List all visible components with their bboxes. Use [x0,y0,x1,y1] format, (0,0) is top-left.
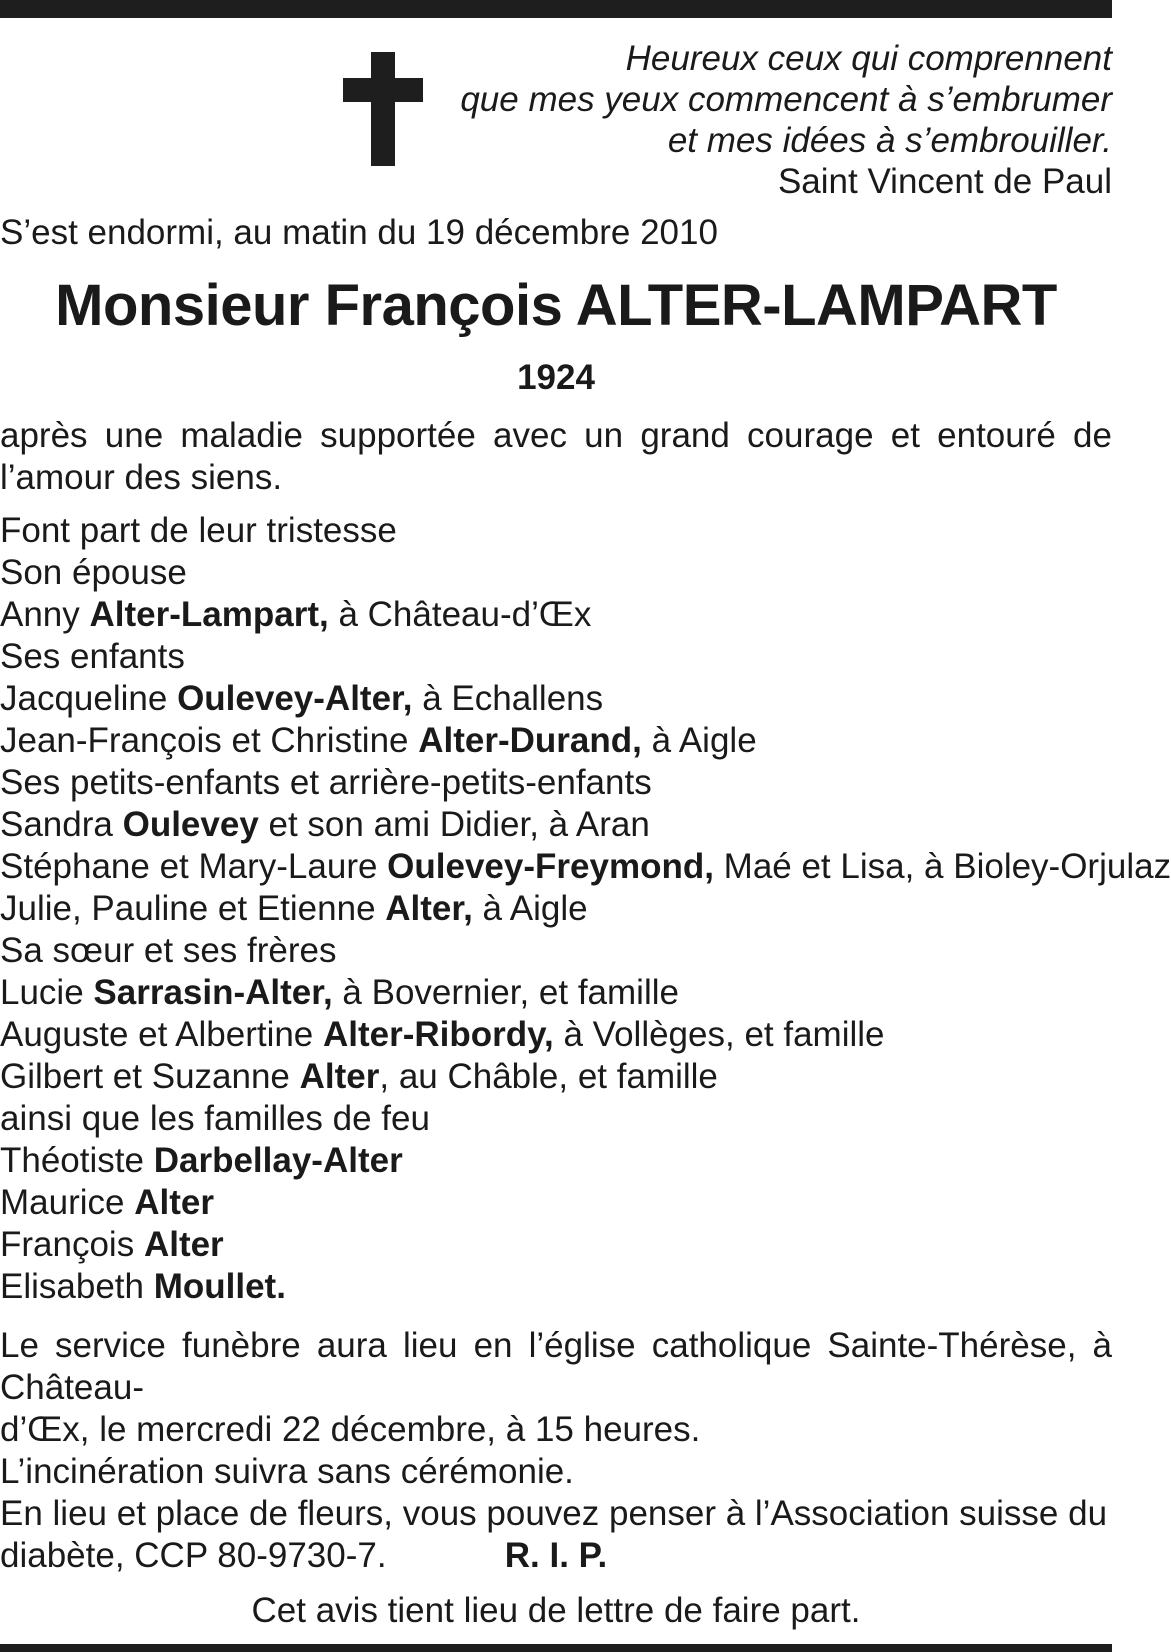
rip-text: R. I. P. [504,1536,608,1575]
illness-text: après une maladie supportée avec un grand courage et entouré de l’amour des siens. [0,416,1112,497]
family-row: Son épouse [0,553,187,592]
death-announcement-intro: S’est endormi, au matin du 19 décembre 2010 [0,213,718,252]
family-row: Sandra Oulevey et son ami Didier, à Aran [0,805,650,844]
quote-line: et mes idées à s’embrouiller. [667,121,1112,160]
bottom-border-bar [0,1644,1112,1652]
top-border-bar [0,0,1112,18]
family-row: Elisabeth Moullet. [0,1267,286,1306]
family-row: Ses enfants [0,637,185,676]
cross-icon [343,52,423,166]
service-line: En lieu et place de fleurs, vous pouvez penser à l’Association suisse du [0,1494,1108,1533]
family-row: Lucie Sarrasin-Alter, à Bovernier, et famille [0,973,679,1012]
quote-line: que mes yeux commencent à s’embrumer [460,80,1112,119]
family-row: Jacqueline Oulevey-Alter, à Echallens [0,679,604,718]
family-row: Jean-François et Christine Alter-Durand, à Aigle [0,721,757,760]
closing-note: Cet avis tient lieu de lettre de faire part. [251,1591,861,1630]
family-row: Gilbert et Suzanne Alter, au Châble, et famille [0,1057,718,1096]
deceased-name: Monsieur François ALTER-LAMPART [55,273,1057,338]
epigraph-quote [432,38,1112,202]
birth-year: 1924 [517,358,595,397]
quote-author: Saint Vincent de Paul [777,162,1112,201]
family-row: Théotiste Darbellay-Alter [0,1141,403,1180]
service-line: L’incinération suivra sans cérémonie. [0,1452,574,1491]
family-list [0,510,1171,1308]
family-row: Anny Alter-Lampart, à Château-d’Œx [0,595,592,634]
service-line: d’Œx, le mercredi 22 décembre, à 15 heures. [0,1410,701,1449]
quote-line: Heureux ceux qui comprennent [625,39,1112,78]
family-row: Auguste et Albertine Alter-Ribordy, à Vollèges, et famille [0,1015,885,1054]
family-row: François Alter [0,1225,224,1264]
family-row: Maurice Alter [0,1183,214,1222]
service-line: diabète, CCP 80-9730-7. [0,1536,387,1575]
family-row: Stéphane et Mary-Laure Oulevey-Freymond, Maé et Lisa, à Bioley-Orjulaz [0,847,1171,886]
family-row: ainsi que les familles de feu [0,1099,430,1138]
family-row: Ses petits-enfants et arrière-petits-enfants [0,763,652,802]
family-row: Font part de leur tristesse [0,511,397,550]
service-line: Le service funèbre aura lieu en l’église catholique Sainte-Thérèse, à Château- [0,1326,1112,1407]
family-row: Sa sœur et ses frères [0,931,337,970]
family-row: Julie, Pauline et Etienne Alter, à Aigle [0,889,588,928]
